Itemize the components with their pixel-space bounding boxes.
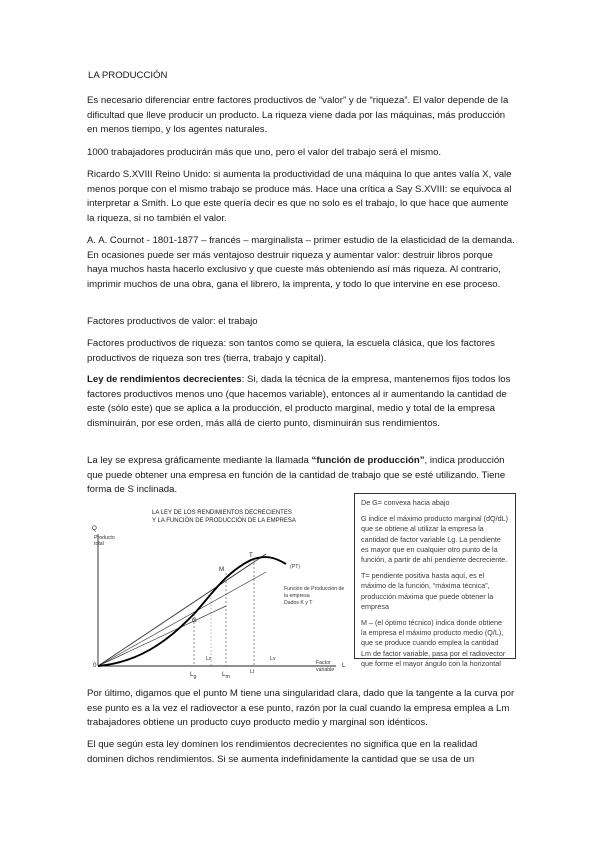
- paragraph-cournot: A. A. Cournot - 1801-1877 – francés – marginalista – primer estudio de la elasticidad de la demanda. En ocasiones puede ser más ventajoso destruir riqueza y aumentar valor: destruir libros porque haya muchos hasta hacerlo exclusivo y que cueste más obteniendo así más riqueza. Al contrario, imprimir muchos de una obra, gana el librero, la imprenta, y todo lo que intervine en ese proceso.: [87, 235, 515, 290]
- function-label-2: la empresa: [284, 593, 310, 599]
- y-axis-sublabel-1: Producto: [94, 535, 115, 541]
- figure-title-2: Y LA FUNCIÓN DE PRODUCCIÓN DE LA EMPRESA: [152, 518, 296, 524]
- tick-lt: Lt: [250, 669, 255, 675]
- paragraph-valor-riqueza: Es necesario diferenciar entre factores productivos de “valor” y de “riqueza”. El valor depende de la dificultad que lleve producir un producto. La riqueza viene dada por las máquinas, más producción en menos tiempo, y los agentes naturales.: [87, 95, 509, 136]
- x-axis-sublabel-2: variable: [316, 667, 335, 673]
- funcion-definition: , indica producción que puede obtener una empresa en función de la cantidad de trabajo que se esté utilizando. Tiene forma de S inclinada.: [87, 455, 506, 496]
- funcion-term: “función de producción”: [311, 455, 425, 466]
- paragraph-punto-m: Por último, digamos que el punto M tiene una singularidad clara, dado que la tangente a la curva por ese punto es a la vez el radiovector a ese punto, razón por la cual cuando la empresa emplea a Lm trabajadores obtiene un producto cuyo producto medio y marginal son idénticos.: [87, 688, 515, 729]
- origin-label: 0: [93, 662, 97, 669]
- y-axis-label: Q: [92, 525, 97, 532]
- point-m-label: M: [219, 566, 225, 573]
- paragraph-factores-riqueza: Factores productivos de riqueza: son tantos como se quiera, la escuela clásica, que los factores productivos de riqueza son tres (tierra, trabajo y capital).: [87, 338, 495, 364]
- note-g-marginal: G indice el máximo producto marginal (dQ/dL) que se obtiene al utilizar la empresa la cantidad de factor variable Lg. La pendiente es mayor que en cualquier otro punto de la función, a partir de ahí pendiente decreciente.: [361, 514, 509, 565]
- note-g-convex: De G= convexa hacia abajo: [361, 498, 450, 507]
- y-axis-sublabel-2: total: [94, 541, 104, 547]
- production-function-figure: [86, 494, 354, 684]
- tick-lv: Lv: [270, 656, 276, 662]
- x-axis-label: L: [342, 662, 346, 669]
- function-label-3: Dados K y T: [284, 600, 313, 606]
- tick-lc: Lc: [206, 656, 212, 662]
- point-g-label: G: [192, 617, 197, 624]
- note-t-maximum: T= pendiente positiva hasta aquí, es el máximo de la función, “máxima técnica”, producción máxima que puede obtener la empresa: [361, 571, 494, 611]
- paragraph-trabajadores: 1000 trabajadores producirán más que uno, pero el valor del trabajo será el mismo.: [87, 147, 442, 158]
- paragraph-conclusion: El que según esta ley dominen los rendimientos decrecientes no significa que en la realidad dominen dichos rendimientos. Si se aumenta indefinidamente la cantidad que se usa de un: [87, 739, 478, 765]
- tick-lm: $L_m$: [222, 671, 230, 680]
- function-label-1: Función de Producción de: [284, 586, 345, 592]
- curve-label: (PT): [290, 564, 301, 570]
- point-t-label: T: [249, 552, 253, 559]
- ray-tangent-m: [98, 554, 266, 666]
- ray-line-2: [98, 572, 266, 666]
- note-m-optimum: M – (el óptimo técnico) indica donde obtiene la empresa el máximo producto medio (Q/L), que se produce cuando emplea la cantidad Lm de factor variable, pasa por el radiovector que forme el mayor ángulo con la horizontal: [361, 618, 506, 668]
- graph-notes-box: [354, 493, 516, 668]
- ley-definition: : Si, dada la técnica de la empresa, mantenemos fijos todos los factores productivos menos uno (que hacemos variable), entonces al ir aumentando la cantidad de este (sólo este) que se aplica a la producción, el producto marginal, medio y total de la empresa disminuirán, por ese orden, más allá de cierto punto, disminuirán sus rendimientos.: [87, 374, 511, 429]
- production-function-graph: [86, 494, 354, 684]
- x-axis-sublabel-1: Factor: [316, 660, 331, 666]
- paragraph-funcion-produccion: [87, 454, 515, 498]
- production-curve: [98, 557, 286, 666]
- paragraph-factores-valor: Factores productivos de valor: el trabajo: [87, 316, 258, 327]
- paragraph-ley-rendimientos: [87, 373, 515, 431]
- ley-term: Ley de rendimientos decrecientes: [87, 374, 242, 385]
- tick-lg: $L_g$: [190, 671, 197, 680]
- section-title: LA PRODUCCIÓN: [88, 70, 168, 81]
- funcion-intro: La ley se expresa gráficamente mediante la llamada: [87, 455, 312, 466]
- paragraph-ricardo: Ricardo S.XVIII Reino Unido: si aumenta la productividad de una máquina lo que antes valía X, vale menos porque con el mismo trabajo se produce más. Hace una crítica a Say S.XVIII: se equivoca al interpretar a Smith. Lo que este quería decir es que no solo es el trabajo, lo que hace que aumente la riqueza, si no también el valor.: [87, 169, 512, 224]
- figure-title-1: LA LEY DE LOS RENDIMIENTOS DECRECIENTES: [152, 510, 292, 516]
